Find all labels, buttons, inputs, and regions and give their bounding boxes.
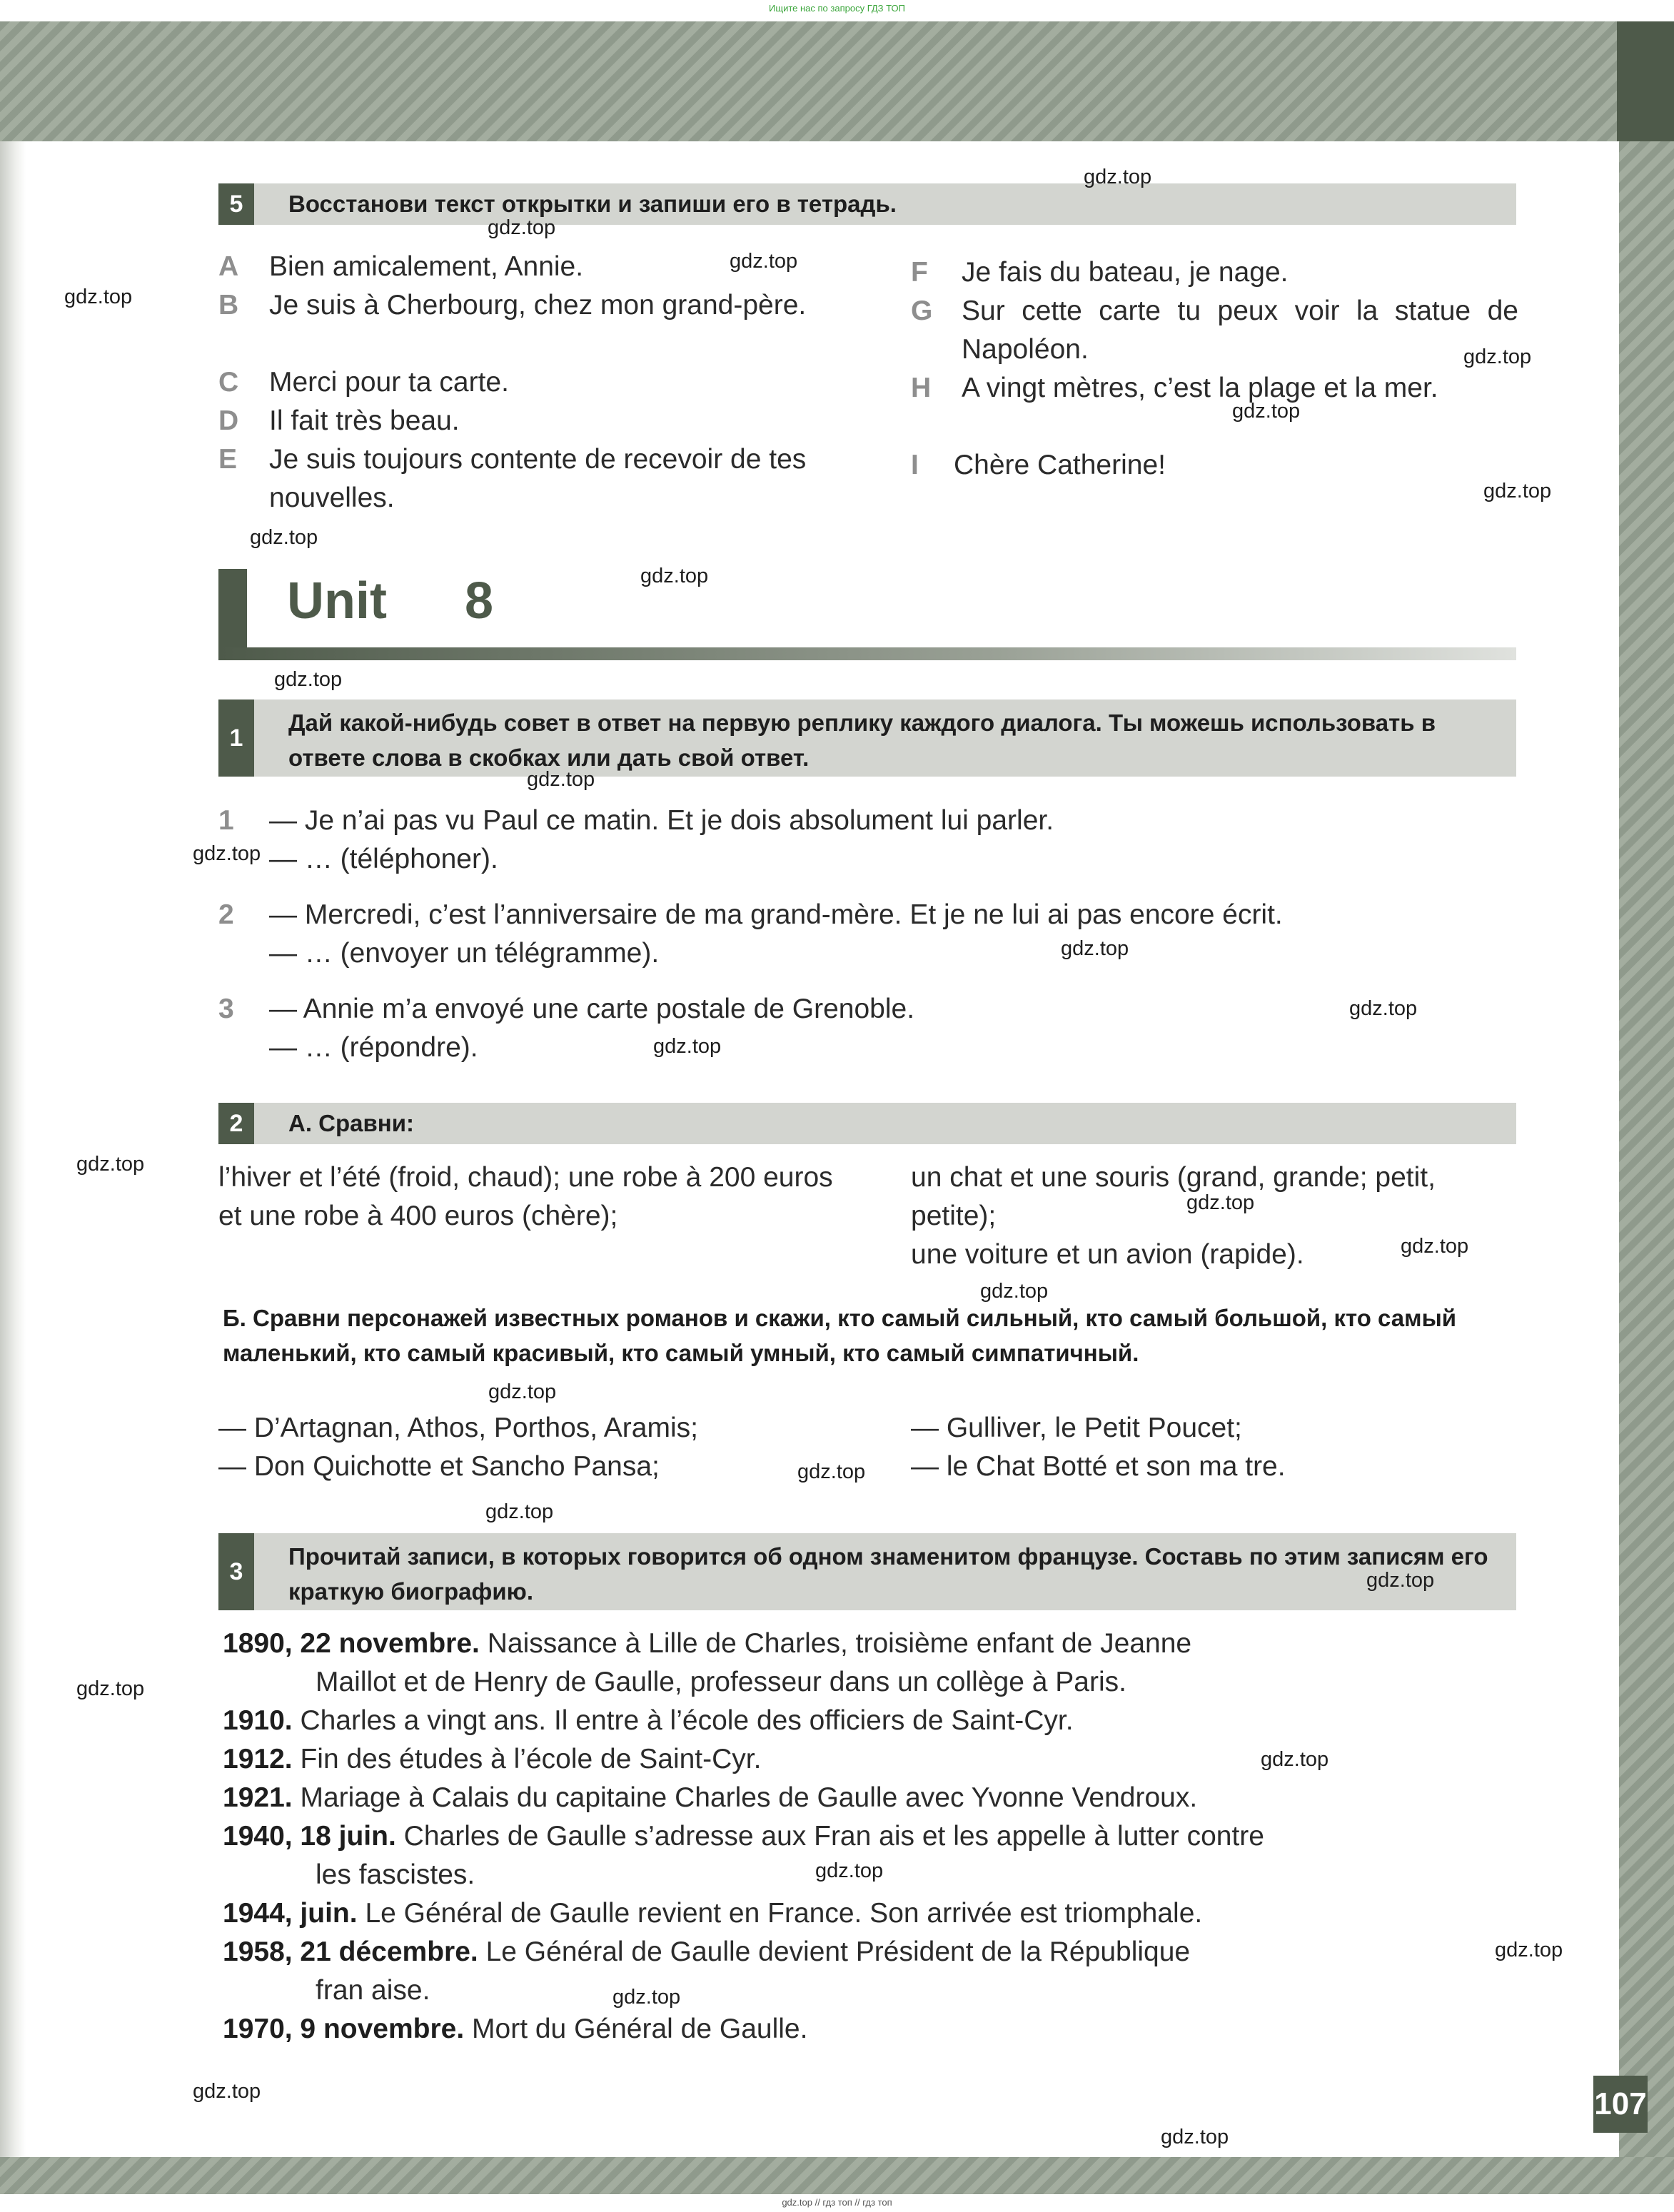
- timeline-text: Naissance à Lille de Charles, troisième enfant de Jeanne: [487, 1628, 1192, 1659]
- timeline-entry: [223, 1625, 1508, 1702]
- timeline-entry: [223, 1779, 1508, 1817]
- watermark: gdz.top: [797, 1460, 866, 1483]
- watermark: gdz.top: [1483, 480, 1552, 503]
- timeline-text: Mariage à Calais du capitaine Charles de Gaulle avec Yvonne Vendroux.: [300, 1782, 1198, 1813]
- compare-right-text: une voiture et un avion (rapide).: [911, 1239, 1304, 1270]
- item-letter: H: [911, 373, 932, 403]
- item-text: Je suis à Cherbourg, chez mon grand-père.: [269, 290, 807, 320]
- bottom-decorative-band: [0, 2157, 1674, 2194]
- item-letter: D: [218, 405, 239, 436]
- timeline-text: Charles a vingt ans. Il entre à l’école des officiers de Saint-Cyr.: [300, 1705, 1074, 1736]
- exercise-1-header: [218, 700, 1516, 777]
- watermark: gdz.top: [1061, 937, 1129, 960]
- item-text: Bien amicalement, Annie.: [269, 251, 584, 282]
- corner-block: [1617, 21, 1674, 141]
- exercise-2-header: [218, 1103, 1516, 1144]
- watermark: gdz.top: [193, 2080, 261, 2103]
- timeline-date: 1970, 9 novembre.: [223, 2014, 465, 2044]
- item-letter: E: [218, 444, 238, 475]
- item-text: Je fais du bateau, je nage.: [962, 257, 1289, 288]
- watermark: gdz.top: [193, 842, 261, 865]
- watermark: gdz.top: [485, 1500, 554, 1523]
- right-decorative-band: [1619, 21, 1674, 2194]
- watermark: gdz.top: [1232, 400, 1301, 423]
- exercise-title: Восстанови текст открытки и запиши его в тетрадь.: [288, 191, 897, 217]
- watermark: gdz.top: [1463, 345, 1532, 368]
- item-letter: C: [218, 367, 239, 398]
- page-binding-shadow: [0, 141, 26, 2157]
- exercise-number: 3: [218, 1533, 254, 1610]
- watermark: gdz.top: [76, 1677, 145, 1700]
- timeline-text: Charles de Gaulle s’adresse aux Fran ais et les appelle à lutter contre: [403, 1821, 1264, 1852]
- timeline-text-continued: fran aise.: [316, 1975, 430, 2006]
- timeline-date: 1890, 22 novembre.: [223, 1628, 480, 1659]
- character-list: — Gulliver, le Petit Poucet;: [911, 1413, 1242, 1443]
- item-letter: I: [911, 450, 919, 480]
- character-list: — le Chat Botté et son ma tre.: [911, 1451, 1286, 1482]
- header-note: Ищите нас по запросу ГДЗ ТОП: [769, 3, 905, 14]
- exercise-number: 2: [218, 1103, 254, 1144]
- exercise-3-header: [218, 1533, 1516, 1610]
- timeline-date: 1912.: [223, 1744, 293, 1774]
- watermark: gdz.top: [612, 1986, 681, 2009]
- exercise-title: А. Сравни:: [288, 1110, 415, 1136]
- timeline-date: 1944, juin.: [223, 1898, 358, 1929]
- item-letter: A: [218, 251, 239, 282]
- timeline-entry: [223, 1933, 1508, 2010]
- watermark: gdz.top: [1401, 1235, 1469, 1258]
- item-text: Chère Catherine!: [954, 450, 1166, 480]
- dialog-number: 3: [218, 994, 234, 1024]
- dialog-number: 1: [218, 805, 234, 836]
- timeline-text: Fin des études à l’école de Saint-Cyr.: [300, 1744, 762, 1774]
- timeline-date: 1940, 18 juin.: [223, 1821, 396, 1852]
- watermark: gdz.top: [64, 286, 133, 308]
- exercise-title: Прочитай записи, в которых говорится об одном знаменитом французе. Составь по этим записям его краткую биографию.: [288, 1543, 1488, 1605]
- timeline-text: Le Général de Gaulle devient Président de la République: [485, 1936, 1191, 1967]
- dialog-line: — Mercredi, c’est l’anniversaire de ma grand-mère. Et je ne lui ai pas encore écrit.: [269, 899, 1283, 930]
- timeline-entry: [223, 1894, 1508, 1933]
- exercise-number: 5: [218, 183, 254, 225]
- footer-note: gdz.top // гдз топ // гдз топ: [782, 2197, 892, 2208]
- timeline-date: 1910.: [223, 1705, 293, 1736]
- timeline-text-continued: Maillot et de Henry de Gaulle, professeur dans un collège à Paris.: [316, 1667, 1126, 1697]
- exercise-2b-title: Б. Сравни персонажей известных романов и скажи, кто самый сильный, кто самый большой, кто самый маленький, кто самый красивый, кто самый умный, кто самый симпатичный.: [223, 1305, 1457, 1366]
- unit-heading: [218, 569, 1516, 660]
- timeline-text: Mort du Général de Gaulle.: [472, 2014, 808, 2044]
- watermark: gdz.top: [250, 526, 318, 549]
- watermark: gdz.top: [1366, 1569, 1435, 1592]
- watermark: gdz.top: [1349, 997, 1418, 1020]
- page-number: 107: [1593, 2076, 1648, 2133]
- timeline-date: 1958, 21 décembre.: [223, 1936, 478, 1967]
- item-text: Il fait très beau.: [269, 405, 460, 436]
- compare-left-text: l’hiver et l’été (froid, chaud); une robe à 200 euros et une robe à 400 euros (chère);: [218, 1162, 833, 1231]
- watermark: gdz.top: [1084, 166, 1152, 188]
- dialog-line: — Je n’ai pas vu Paul ce matin. Et je dois absolument lui parler.: [269, 805, 1054, 836]
- exercise-number: 1: [218, 700, 254, 777]
- watermark: gdz.top: [1261, 1748, 1329, 1771]
- exercise-title: Дай какой-нибудь совет в ответ на первую реплику каждого диалога. Ты можешь использовать в ответе слова в скобках или дать свой ответ.: [288, 709, 1436, 771]
- dialog-number: 2: [218, 899, 234, 930]
- timeline-entry: [223, 2010, 1508, 2049]
- watermark: gdz.top: [1495, 1939, 1563, 1961]
- timeline-text: Le Général de Gaulle revient en France. Son arrivée est triomphale.: [365, 1898, 1203, 1929]
- timeline-date: 1921.: [223, 1782, 293, 1813]
- dialog-line: — … (répondre).: [269, 1032, 478, 1063]
- item-text: Sur cette carte tu peux voir la statue de Napoléon.: [962, 296, 1518, 365]
- watermark: gdz.top: [274, 668, 343, 691]
- unit-number: 8: [465, 572, 494, 630]
- watermark: gdz.top: [488, 216, 556, 239]
- watermark: gdz.top: [653, 1035, 722, 1058]
- watermark: gdz.top: [815, 1859, 884, 1882]
- unit-label: Unit: [287, 572, 387, 630]
- item-letter: B: [218, 290, 239, 320]
- item-text: Merci pour ta carte.: [269, 367, 509, 398]
- dialog-line: — … (téléphoner).: [269, 844, 498, 874]
- item-text: Je suis toujours contente de recevoir de tes nouvelles.: [269, 444, 807, 513]
- top-decorative-band: [0, 21, 1674, 141]
- timeline-entry: [223, 1702, 1508, 1740]
- watermark: gdz.top: [730, 250, 798, 273]
- compare-right-text: un chat et une souris (grand, grande; petit, petite);: [911, 1162, 1436, 1231]
- exercise-5-header: [218, 183, 1516, 225]
- watermark: gdz.top: [76, 1153, 145, 1176]
- item-letter: G: [911, 296, 933, 326]
- timeline-text-continued: les fascistes.: [316, 1859, 475, 1890]
- dialog-line: — Annie m’a envoyé une carte postale de Grenoble.: [269, 994, 915, 1024]
- watermark: gdz.top: [488, 1380, 557, 1403]
- watermark: gdz.top: [640, 565, 709, 587]
- item-text: A vingt mètres, c’est la plage et la mer.: [962, 373, 1438, 403]
- character-list: — Don Quichotte et Sancho Pansa;: [218, 1451, 660, 1482]
- dialog-line: — … (envoyer un télégramme).: [269, 938, 660, 969]
- character-list: — D’Artagnan, Athos, Porthos, Aramis;: [218, 1413, 698, 1443]
- watermark: gdz.top: [527, 768, 595, 791]
- watermark: gdz.top: [1186, 1191, 1255, 1214]
- watermark: gdz.top: [1161, 2126, 1229, 2148]
- item-letter: F: [911, 257, 928, 288]
- watermark: gdz.top: [980, 1280, 1049, 1303]
